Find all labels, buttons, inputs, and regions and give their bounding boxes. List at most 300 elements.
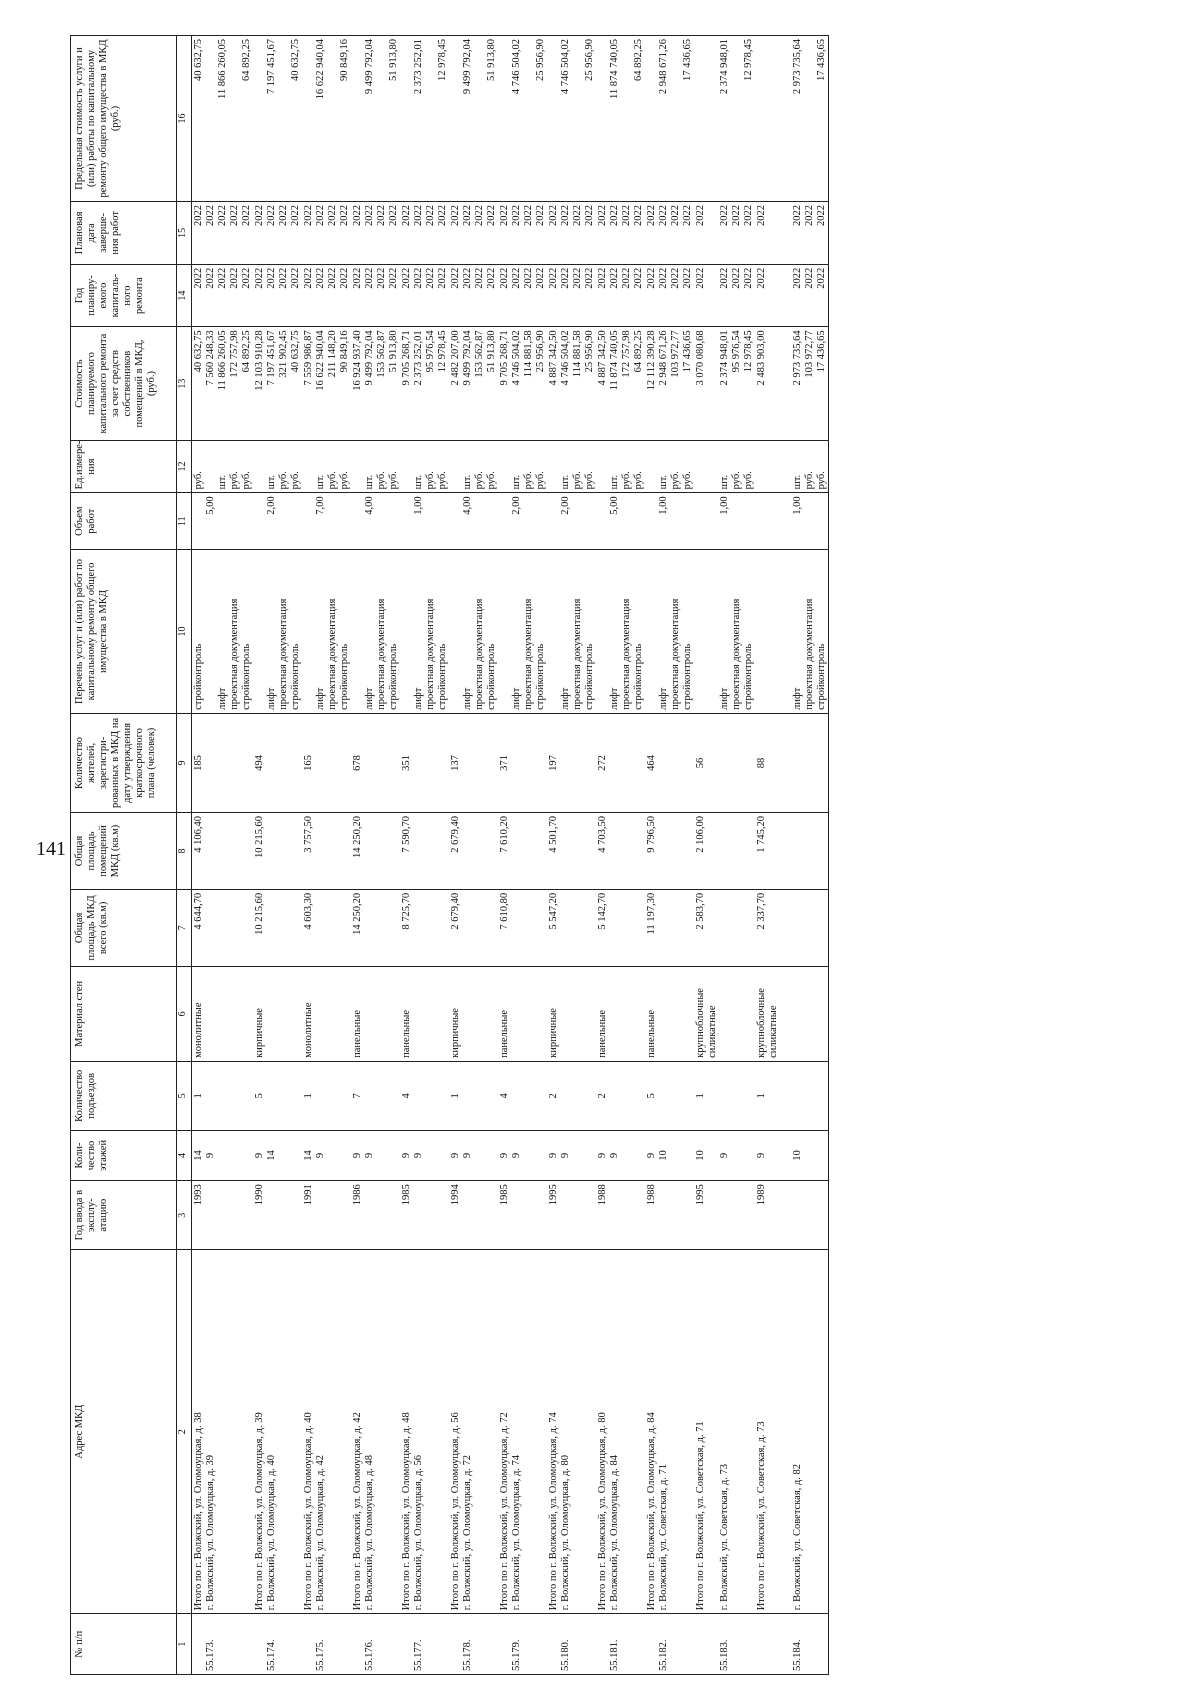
cell-line: 2022 — [719, 267, 730, 289]
cell-line: 2022 — [327, 267, 338, 289]
cell-line: 4 746 504,02 — [560, 330, 571, 386]
cell-col5 — [755, 1061, 829, 1130]
cell-line: 1,00 — [413, 496, 424, 515]
cell-line: 2 — [548, 1093, 559, 1099]
cell-line — [205, 717, 217, 809]
cell-line: 9 499 792,04 — [364, 330, 375, 386]
cell-line: 88 — [756, 757, 767, 769]
cell-line: 1985 — [401, 1184, 412, 1206]
cell-line: шт. — [658, 474, 669, 490]
cell-line — [462, 717, 474, 809]
cell-line: стройконтроль — [339, 643, 350, 710]
cell-col2 — [351, 1250, 400, 1614]
cell-line — [731, 496, 743, 546]
cell-line — [768, 816, 780, 886]
cell-col10 — [351, 550, 400, 714]
cell-line: 7 559 986,87 — [303, 330, 314, 386]
cell-col1 — [302, 1614, 351, 1675]
header-c3: Год ввода в эксплу-атацию — [71, 1181, 177, 1250]
cell-col7 — [192, 889, 254, 966]
cell-line — [548, 1617, 560, 1671]
cell-line: г. Волжский, ул. Оломоуцкая, д. 39 — [205, 1454, 216, 1611]
cell-line: руб. — [486, 471, 497, 490]
cell-line: 2022 — [241, 204, 252, 226]
cell-line: Итого по г. Волжский, ул. Оломоуцкая, д. 56 — [450, 1412, 461, 1611]
cell-col14 — [755, 264, 829, 327]
cell-line: 4 887 342,50 — [548, 330, 559, 386]
cell-line: 2,00 — [266, 496, 277, 515]
cell-line: 2022 — [462, 204, 473, 226]
cell-line: Итого по г. Волжский, ул. Оломоуцкая, д. 80 — [597, 1412, 608, 1611]
cell-line: панельные — [401, 1009, 412, 1058]
cell-line: 2 374 948,01 — [719, 330, 730, 386]
cell-line: 2022 — [695, 204, 706, 226]
cell-line — [303, 1617, 315, 1671]
cell-line — [658, 893, 670, 963]
cell-line: 16 622 940,04 — [315, 330, 326, 391]
cell-line — [474, 496, 486, 546]
cell-line: 11 866 260,05 — [217, 39, 228, 99]
cell-line — [658, 1184, 670, 1246]
cell-line: 2022 — [609, 204, 620, 226]
cell-line — [205, 553, 217, 710]
cell-col4 — [351, 1130, 400, 1181]
cell-line: 494 — [254, 755, 265, 771]
table-row — [547, 36, 596, 1675]
cell-col11 — [449, 493, 498, 550]
cell-line: руб. — [572, 471, 583, 490]
cell-col10 — [449, 550, 498, 714]
cell-line: 17 436,65 — [682, 330, 693, 373]
cell-line — [707, 39, 719, 198]
cell-line: 2022 — [597, 204, 608, 226]
cell-line — [278, 496, 290, 546]
cell-line: Итого по г. Волжский, ул. Оломоуцкая, д. 72 — [499, 1412, 510, 1611]
cell-line: лифт — [364, 687, 375, 710]
cell-line: Итого по г. Волжский, ул. Оломоуцкая, д. 38 — [193, 1412, 204, 1611]
cell-line — [768, 444, 780, 490]
cell-line: 2022 — [303, 267, 314, 289]
cell-line: 2022 — [560, 204, 571, 226]
cell-line — [682, 496, 694, 546]
cell-line: 2022 — [486, 204, 497, 226]
cell-line — [609, 970, 621, 1058]
cell-line — [229, 496, 241, 546]
column-number: 13 — [177, 327, 192, 440]
cell-line: стройконтроль — [486, 643, 497, 710]
cell-line: Итого по г. Волжский, ул. Советская, д. 73 — [756, 1421, 767, 1611]
cell-line: г. Волжский, ул. Оломоуцкая, д. 80 — [560, 1454, 571, 1611]
cell-col11 — [645, 493, 694, 550]
cell-col6 — [302, 966, 351, 1061]
cell-line: 55.176. — [364, 1639, 375, 1671]
cell-line: 2022 — [584, 204, 595, 226]
cell-line — [315, 1065, 327, 1127]
cell-line: руб. — [584, 471, 595, 490]
header-c9: Количество жителей, зарегистри-рованных в МКД на дату утверждения краткосрочного плана (человек) — [71, 713, 177, 812]
cell-line — [584, 496, 596, 546]
cell-line — [266, 717, 278, 809]
cell-col8 — [547, 813, 596, 890]
cell-line: 2 948 671,26 — [658, 39, 669, 95]
cell-line: 1 — [193, 1093, 204, 1099]
column-number-row — [177, 36, 192, 1675]
cell-col13 — [645, 327, 694, 440]
cell-line: 2 583,70 — [695, 892, 706, 930]
cell-line: 14 — [266, 1150, 277, 1161]
cell-line: 2 948 671,26 — [658, 330, 669, 386]
cell-col7 — [498, 889, 547, 966]
cell-line — [560, 970, 572, 1058]
header-c8: Общая площадь помещений МКД (кв.м) — [71, 813, 177, 890]
cell-line: стройконтроль — [241, 643, 252, 710]
cell-line: проектная документация — [229, 598, 240, 710]
cell-line: 17 436,65 — [816, 330, 827, 373]
cell-line: 1 — [756, 1093, 767, 1099]
cell-line: 2022 — [682, 204, 693, 226]
cell-line: 64 892,25 — [241, 39, 252, 81]
cell-line: 9 — [511, 1152, 522, 1159]
cell-line — [633, 496, 645, 546]
cell-col13 — [694, 327, 755, 440]
column-number: 4 — [177, 1130, 192, 1181]
cell-col9 — [498, 713, 547, 812]
cell-line: 2022 — [193, 267, 204, 289]
cell-line: 9 499 792,04 — [462, 330, 473, 386]
cell-line: руб. — [633, 471, 644, 490]
cell-line: 2022 — [254, 204, 265, 226]
cell-line: 2022 — [511, 267, 522, 289]
cell-line — [719, 1184, 731, 1246]
cell-line — [780, 39, 792, 198]
cell-line: руб. — [339, 471, 350, 490]
cell-line: 2022 — [523, 204, 534, 226]
cell-line: 9 — [499, 1152, 510, 1159]
cell-col11 — [755, 493, 829, 550]
cell-line: 2 — [597, 1093, 608, 1099]
cell-col5 — [192, 1061, 254, 1130]
cell-col13 — [596, 327, 645, 440]
cell-line: 5 142,70 — [597, 892, 608, 930]
cell-line — [658, 816, 670, 886]
cell-line: 9 — [560, 1152, 571, 1159]
cell-line — [254, 496, 266, 546]
cell-line: 2022 — [364, 204, 375, 226]
cell-line: 2022 — [290, 267, 301, 289]
cell-line: 10 — [695, 1150, 706, 1161]
cell-line — [792, 816, 804, 886]
cell-line: 678 — [352, 755, 363, 771]
cell-line — [780, 893, 792, 963]
cell-line: лифт — [792, 687, 803, 710]
cell-col14 — [449, 264, 498, 327]
cell-line: Итого по г. Волжский, ул. Оломоуцкая, д. 74 — [548, 1412, 559, 1611]
cell-line: лифт — [217, 687, 228, 710]
cell-line — [511, 1184, 523, 1246]
header-c7: Общая площадь МКД всего (кв.м) — [71, 889, 177, 966]
cell-line: 9 705 268,71 — [401, 330, 412, 386]
cell-line: 5 547,20 — [548, 892, 559, 930]
cell-line: 2022 — [388, 204, 399, 226]
cell-line: руб. — [474, 471, 485, 490]
cell-col8 — [596, 813, 645, 890]
cell-line — [780, 444, 792, 490]
cell-col11 — [498, 493, 547, 550]
cell-line: 2022 — [731, 204, 742, 226]
cell-line: 2022 — [695, 267, 706, 289]
cell-line — [388, 496, 400, 546]
cell-col7 — [449, 889, 498, 966]
cell-line: 2022 — [474, 204, 485, 226]
cell-line: руб. — [241, 471, 252, 490]
cell-col2 — [547, 1250, 596, 1614]
cell-line: 12 978,45 — [437, 39, 448, 81]
cell-line: 2022 — [413, 204, 424, 226]
cell-line: проектная документация — [327, 598, 338, 710]
cell-line — [499, 496, 511, 546]
cell-line — [658, 970, 670, 1058]
table-row — [400, 36, 449, 1675]
cell-line: шт. — [792, 474, 803, 490]
cell-line: 2 337,70 — [756, 892, 767, 930]
cell-col12 — [302, 440, 351, 493]
cell-col16 — [192, 36, 254, 202]
cell-line: г. Волжский, ул. Оломоуцкая, д. 56 — [413, 1454, 424, 1611]
cell-line: 9 — [756, 1152, 767, 1159]
cell-line — [450, 39, 462, 198]
cell-line: 51 913,80 — [486, 330, 497, 373]
cell-col12 — [755, 440, 829, 493]
cell-line: 2022 — [401, 267, 412, 289]
cell-col16 — [547, 36, 596, 202]
cell-col6 — [547, 966, 596, 1061]
cell-line: 25 956,90 — [584, 330, 595, 373]
cell-col10 — [302, 550, 351, 714]
cell-line: силикатные — [768, 1005, 779, 1058]
cell-line: 2022 — [499, 267, 510, 289]
column-number: 1 — [177, 1614, 192, 1675]
cell-line: 2022 — [437, 267, 448, 289]
cell-line: проектная документация — [670, 598, 681, 710]
cell-col1 — [400, 1614, 449, 1675]
cell-line: 2 973 735,64 — [792, 330, 803, 386]
cell-line: 14 250,20 — [352, 816, 363, 859]
cell-line — [609, 893, 621, 963]
cell-line: 1 — [695, 1093, 706, 1099]
cell-line: 2022 — [425, 267, 436, 289]
cell-line: 4 603,30 — [303, 892, 314, 930]
cell-line — [303, 553, 315, 710]
cell-line: 2022 — [719, 204, 730, 226]
cell-line: панельные — [499, 1009, 510, 1058]
cell-col16 — [645, 36, 694, 202]
cell-line — [401, 444, 413, 490]
cell-line: 2022 — [560, 267, 571, 289]
cell-line: руб. — [621, 471, 632, 490]
cell-line — [597, 553, 609, 710]
cell-line: 2022 — [743, 204, 754, 226]
cell-line: 2022 — [633, 204, 644, 226]
cell-line: 2022 — [266, 267, 277, 289]
cell-col7 — [302, 889, 351, 966]
cell-line — [315, 970, 327, 1058]
cell-line — [254, 39, 266, 198]
cell-line: 40 632,75 — [290, 330, 301, 373]
cell-line: 2022 — [327, 204, 338, 226]
cell-line — [719, 970, 731, 1058]
cell-line — [719, 1065, 731, 1127]
cell-line: 55.174. — [266, 1639, 277, 1671]
cell-line: 2022 — [437, 204, 448, 226]
cell-line: 4,00 — [364, 496, 375, 515]
cell-line — [780, 553, 792, 710]
cell-col3 — [547, 1181, 596, 1250]
cell-line — [352, 39, 364, 198]
cell-line — [364, 717, 376, 809]
cell-line: г. Волжский, ул. Оломоуцкая, д. 48 — [364, 1454, 375, 1611]
cell-col6 — [645, 966, 694, 1061]
cell-line: 1,00 — [719, 496, 730, 515]
cell-line: г. Волжский, ул. Оломоуцкая, д. 84 — [609, 1454, 620, 1611]
cell-line — [768, 330, 780, 436]
cell-col4 — [755, 1130, 829, 1181]
cell-line: 2022 — [523, 267, 534, 289]
cell-line — [780, 1134, 792, 1178]
cell-line: 2022 — [401, 204, 412, 226]
column-number: 3 — [177, 1181, 192, 1250]
cell-line: 9 — [719, 1152, 730, 1159]
cell-col11 — [302, 493, 351, 550]
cell-col14 — [694, 264, 755, 327]
cell-col4 — [253, 1130, 302, 1181]
cell-col7 — [351, 889, 400, 966]
cell-line: Итого по г. Волжский, ул. Оломоуцкая, д. 39 — [254, 1412, 265, 1611]
cell-col6 — [400, 966, 449, 1061]
cell-line: руб. — [670, 471, 681, 490]
cell-col4 — [498, 1130, 547, 1181]
cell-line — [731, 39, 743, 198]
cell-line: 3 070 080,68 — [695, 330, 706, 386]
cell-line — [707, 893, 719, 963]
cell-col11 — [694, 493, 755, 550]
cell-line: 2022 — [792, 267, 803, 289]
cell-line: 103 972,77 — [804, 330, 815, 378]
cell-line: Итого по г. Волжский, ул. Советская, д. 71 — [695, 1421, 706, 1611]
cell-col1 — [498, 1614, 547, 1675]
table-row — [449, 36, 498, 1675]
cell-col16 — [694, 36, 755, 202]
cell-line — [474, 39, 486, 198]
cell-line — [413, 970, 425, 1058]
cell-col6 — [351, 966, 400, 1061]
cell-line: 2 679,40 — [450, 816, 461, 853]
cell-line: 371 — [499, 755, 510, 771]
cell-line: 2022 — [658, 204, 669, 226]
cell-line: стройконтроль — [290, 643, 301, 710]
cell-line: 4 — [401, 1093, 412, 1099]
cell-col6 — [192, 966, 254, 1061]
cell-col2 — [755, 1250, 829, 1614]
cell-line: 55.181. — [609, 1639, 620, 1671]
cell-col5 — [302, 1061, 351, 1130]
cell-line — [425, 496, 437, 546]
cell-line: 12 978,45 — [743, 39, 754, 81]
cell-col15 — [253, 201, 302, 264]
cell-line: лифт — [266, 687, 277, 710]
cell-line: 55.178. — [462, 1639, 473, 1671]
cell-col7 — [645, 889, 694, 966]
cell-line: лифт — [658, 687, 669, 710]
cell-line: 9 — [401, 1152, 412, 1159]
cell-line: руб. — [425, 471, 436, 490]
cell-line: 1 745,20 — [756, 816, 767, 853]
cell-line — [315, 816, 327, 886]
cell-line — [768, 268, 780, 324]
table-row — [253, 36, 302, 1675]
cell-line: лифт — [462, 687, 473, 710]
page-number: 141 — [36, 838, 66, 860]
cell-col16 — [302, 36, 351, 202]
cell-line: проектная документация — [621, 598, 632, 710]
cell-col14 — [400, 264, 449, 327]
cell-col16 — [351, 36, 400, 202]
cell-line — [205, 893, 217, 963]
cell-col9 — [449, 713, 498, 812]
cell-line: 9 796,50 — [646, 816, 657, 853]
cell-line: 2022 — [229, 204, 240, 226]
cell-line — [523, 496, 535, 546]
cell-col11 — [351, 493, 400, 550]
cell-line — [670, 39, 682, 198]
cell-line: стройконтроль — [437, 643, 448, 710]
cell-line — [413, 717, 425, 809]
cell-line: 64 892,25 — [633, 39, 644, 81]
table-row — [694, 36, 755, 1675]
cell-line — [450, 1617, 462, 1671]
cell-line: лифт — [719, 687, 730, 710]
cell-line — [266, 1184, 278, 1246]
cell-line — [719, 893, 731, 963]
cell-line: 4 — [499, 1093, 510, 1099]
cell-line — [450, 553, 462, 710]
cell-line — [792, 1065, 804, 1127]
header-c2: Адрес МКД — [71, 1250, 177, 1614]
cell-line — [707, 1065, 719, 1127]
cell-line: руб. — [229, 471, 240, 490]
cell-line — [352, 553, 364, 710]
cell-line: 114 881,58 — [523, 330, 534, 378]
cell-line: 10 215,60 — [254, 816, 265, 859]
cell-line: 55.183. — [719, 1639, 730, 1671]
cell-line: 14 250,20 — [352, 892, 363, 935]
cell-line — [205, 970, 217, 1058]
cell-line: 4 746 504,02 — [511, 330, 522, 386]
cell-line — [707, 1134, 719, 1178]
cell-line — [572, 496, 584, 546]
cell-line — [756, 496, 768, 546]
cell-col6 — [755, 966, 829, 1061]
cell-col3 — [253, 1181, 302, 1250]
cell-line: 4 106,40 — [193, 816, 204, 853]
cell-line: 2022 — [572, 204, 583, 226]
cell-col3 — [351, 1181, 400, 1250]
cell-line: 2 373 252,01 — [413, 39, 424, 95]
cell-line: 9 — [205, 1152, 216, 1159]
cell-line: 2022 — [266, 204, 277, 226]
cell-line: 2022 — [278, 204, 289, 226]
cell-line — [548, 553, 560, 710]
cell-line — [437, 496, 449, 546]
